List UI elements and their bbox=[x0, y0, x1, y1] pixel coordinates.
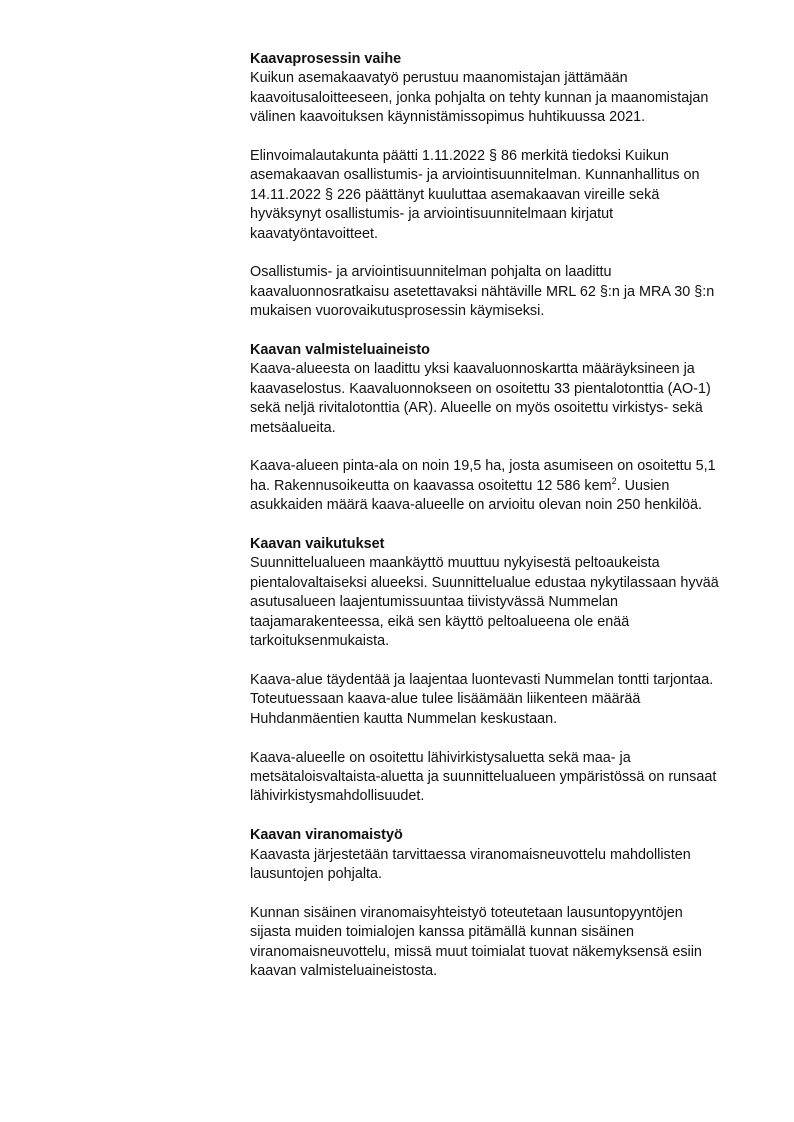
paragraph: Elinvoimalautakunta päätti 1.11.2022 § 86 merkitä tiedoksi Kuikun asemakaavan osallistumis- ja arviointisuunnitelman. Kunnanhallitus on 14.11.2022 § 226 päättänyt kuuluttaa asemakaavan vireille sekä hyväksynyt osallistumis- ja arviointisuunnitelmaan kirjatut kaavatyöntavoitteet. bbox=[250, 148, 700, 242]
paragraph-line: . Uusien bbox=[616, 477, 670, 494]
paragraph-line: Kaava-alueen pinta-ala on noin 19,5 ha, josta asumiseen on osoitettu 5,1 bbox=[250, 458, 716, 475]
section-kaavaprosessin-vaihe bbox=[250, 50, 750, 322]
paragraph: Kaava-alueelle on osoitettu lähivirkistysaluetta sekä maa- ja metsätaloisvaltaista-aluetta ja suunnittelualueen ympäristössä on runsaat lähivirkistysmahdollisuudet. bbox=[250, 749, 717, 805]
section-heading: Kaavan valmisteluaineisto bbox=[250, 342, 430, 359]
paragraph: Osallistumis- ja arviointisuunnitelman pohjalta on laadittu kaavaluonnosratkaisu asetettavaksi nähtäville MRL 62 §:n ja MRA 30 §:n mukaisen vuorovaikutusprosessin käymiseksi. bbox=[250, 264, 715, 320]
paragraph-line: ha. Rakennusoikeutta on kaavassa osoitettu 12 586 kem bbox=[250, 477, 612, 494]
paragraph: Kuikun asemakaavatyö perustuu maanomistajan jättämään kaavoitusaloitteeseen, jonka pohjalta on tehty kunnan ja maanomistajan välinen kaavoituksen käynnistämissopimus huhtikuussa 2021. bbox=[250, 70, 709, 126]
section-kaavan-vaikutukset bbox=[250, 535, 750, 807]
paragraph: Suunnittelualueen maankäyttö muuttuu nykyisestä peltoaukeista pientalovaltaiseksi alueeksi. Suunnittelualue edustaa nykytilassaan hyvää asutusalueen laajentumissuuntaa tiivistyvässä Nummelan taajamarakenteessa, eikä sen käyttö peltoalueena ole enää tarkoituksenmukaista. bbox=[250, 555, 719, 650]
paragraph: Kunnan sisäinen viranomaisyhteistyö toteutetaan lausuntopyyntöjen sijasta muiden toimialojen kanssa pitämällä kunnan sisäinen viranomaisneuvottelu, missä muut toimialat tuovat näkemyksensä esiin kaavan valmisteluaineistosta. bbox=[250, 904, 702, 979]
section-heading: Kaavaprosessin vaihe bbox=[250, 51, 402, 67]
paragraph-line: asukkaiden määrä kaava-alueelle on arvioitu olevan noin 250 henkilöä. bbox=[250, 497, 703, 514]
paragraph: Kaava-alueesta on laadittu yksi kaavaluonnoskartta määräyksineen ja kaavaselostus. Kaavaluonnokseen on osoitettu 33 pientalotonttia (AO-1) sekä neljä rivitalotonttia (AR). Alueelle on myös osoitettu virkistys- sekä metsäalueita. bbox=[250, 361, 711, 436]
section-kaavan-viranomaistyo bbox=[250, 826, 750, 981]
section-heading: Kaavan vaikutukset bbox=[250, 536, 385, 553]
paragraph-area-figures bbox=[250, 457, 750, 515]
paragraph: Kaavasta järjestetään tarvittaessa viranomaisneuvottelu mahdollisten lausuntojen pohjalta. bbox=[250, 846, 691, 882]
paragraph: Kaava-alue täydentää ja laajentaa luontevasti Nummelan tontti tarjontaa. Toteutuessaan kaava-alue tulee lisäämään liikenteen määrää Huhdanmäentien kautta Nummelan keskustaan. bbox=[250, 671, 714, 727]
section-heading: Kaavan viranomaistyö bbox=[250, 827, 403, 844]
section-kaavan-valmisteluaineisto bbox=[250, 341, 750, 516]
superscript: 2 bbox=[611, 476, 617, 487]
document-page bbox=[250, 50, 750, 981]
